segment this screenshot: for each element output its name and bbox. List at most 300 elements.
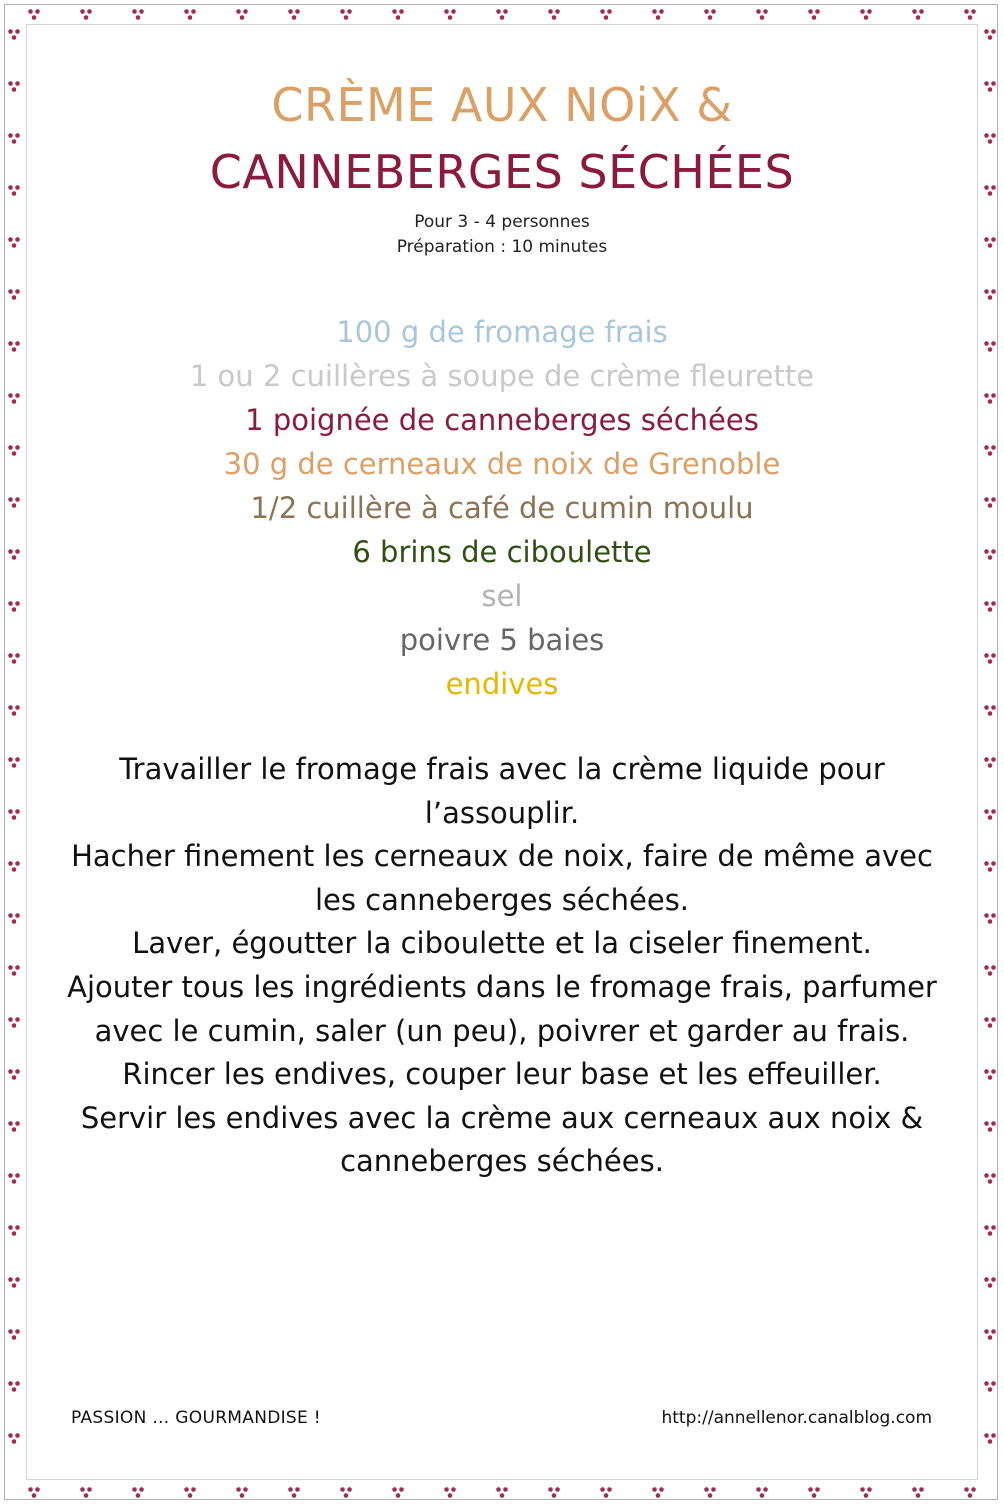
- border-dot: [15, 1225, 20, 1230]
- border-dot: [984, 497, 989, 502]
- border-dot: [295, 1487, 300, 1492]
- border-dot: [15, 289, 20, 294]
- border-dot: [15, 757, 20, 762]
- border-dot: [8, 809, 13, 814]
- border-dot: [12, 347, 17, 352]
- border-dot: [191, 9, 196, 14]
- border-dot: [132, 9, 137, 14]
- border-dot: [15, 965, 20, 970]
- instruction-step: Hacher finement les cerneaux de noix, faire de même avec les canneberges séchées.: [71, 839, 933, 917]
- border-dot: [991, 133, 996, 138]
- border-dot: [984, 705, 989, 710]
- border-dot: [8, 861, 13, 866]
- border-dot: [8, 341, 13, 346]
- border-dot: [35, 1487, 40, 1492]
- border-dot: [760, 1493, 765, 1498]
- border-dot: [988, 1075, 993, 1080]
- recipe-meta: [40, 210, 964, 260]
- border-dot: [240, 1493, 245, 1498]
- border-dot: [988, 243, 993, 248]
- border-dot: [15, 601, 20, 606]
- border-dot: [971, 1487, 976, 1492]
- border-dot: [28, 9, 33, 14]
- border-dot: [12, 243, 17, 248]
- border-dot: [988, 35, 993, 40]
- instruction-step: Ajouter tous les ingrédients dans le fromage frais, parfumer avec le cumin, saler (un peu), poivrer et garder au frais.: [67, 969, 937, 1048]
- border-dot: [399, 9, 404, 14]
- border-dot: [991, 393, 996, 398]
- ingredient-item: poivre 5 baies: [399, 623, 605, 657]
- border-dot: [984, 601, 989, 606]
- border-dot: [12, 1179, 17, 1184]
- border-dot: [988, 659, 993, 664]
- border-dot: [448, 15, 453, 20]
- decorative-border-left: [3, 20, 25, 1486]
- border-dot: [12, 1335, 17, 1340]
- border-dot: [451, 9, 456, 14]
- border-dot: [815, 1487, 820, 1492]
- border-dot: [984, 237, 989, 242]
- border-dot: [991, 549, 996, 554]
- border-dot: [12, 815, 17, 820]
- border-dot: [971, 9, 976, 14]
- border-dot: [15, 1381, 20, 1386]
- border-dot: [864, 15, 869, 20]
- border-dot: [12, 295, 17, 300]
- border-dot: [292, 15, 297, 20]
- border-dot: [15, 549, 20, 554]
- border-dot: [808, 1487, 813, 1492]
- border-dot: [15, 497, 20, 502]
- border-dot: [87, 1487, 92, 1492]
- border-dot: [392, 1487, 397, 1492]
- border-dot: [991, 965, 996, 970]
- border-dot: [496, 1487, 501, 1492]
- ingredient-item: endives: [445, 667, 559, 701]
- border-dot: [991, 653, 996, 658]
- ingredient-item: 30 g de cerneaux de noix de Grenoble: [223, 447, 781, 481]
- border-dot: [656, 1493, 661, 1498]
- border-dot: [396, 15, 401, 20]
- border-dot: [12, 1075, 17, 1080]
- border-dot: [500, 15, 505, 20]
- border-dot: [8, 289, 13, 294]
- border-dot: [80, 1487, 85, 1492]
- ingredient-item: 1 ou 2 cuillères à soupe de crème fleurette: [189, 359, 815, 393]
- border-dot: [988, 1283, 993, 1288]
- border-dot: [984, 1069, 989, 1074]
- border-dot: [503, 1487, 508, 1492]
- border-dot: [8, 1433, 13, 1438]
- border-dot: [136, 15, 141, 20]
- border-dot: [991, 1069, 996, 1074]
- border-dot: [984, 809, 989, 814]
- border-dot: [991, 185, 996, 190]
- border-dot: [243, 1487, 248, 1492]
- border-dot: [15, 445, 20, 450]
- border-dot: [711, 1487, 716, 1492]
- border-dot: [991, 861, 996, 866]
- border-dot: [991, 81, 996, 86]
- border-dot: [444, 9, 449, 14]
- border-dot: [984, 133, 989, 138]
- ingredient-item: 6 brins de ciboulette: [352, 535, 652, 569]
- border-dot: [243, 9, 248, 14]
- border-dot: [15, 1121, 20, 1126]
- border-dot: [984, 445, 989, 450]
- border-dot: [991, 341, 996, 346]
- border-dot: [8, 81, 13, 86]
- border-dot: [15, 393, 20, 398]
- border-dot: [15, 133, 20, 138]
- border-dot: [28, 1487, 33, 1492]
- border-dot: [12, 711, 17, 716]
- border-dot: [8, 393, 13, 398]
- border-dot: [288, 1487, 293, 1492]
- border-dot: [991, 1225, 996, 1230]
- border-dot: [968, 1493, 973, 1498]
- border-dot: [988, 607, 993, 612]
- ingredient-item: 1/2 cuillère à café de cumin moulu: [250, 491, 754, 525]
- border-dot: [988, 87, 993, 92]
- border-dot: [12, 139, 17, 144]
- border-dot: [916, 1493, 921, 1498]
- border-dot: [548, 1487, 553, 1492]
- border-dot: [555, 1487, 560, 1492]
- border-dot: [8, 133, 13, 138]
- border-dot: [808, 9, 813, 14]
- border-dot: [503, 9, 508, 14]
- border-dot: [984, 913, 989, 918]
- border-dot: [344, 15, 349, 20]
- border-dot: [988, 1179, 993, 1184]
- border-dot: [984, 1277, 989, 1282]
- border-dot: [991, 445, 996, 450]
- border-dot: [8, 653, 13, 658]
- decorative-border-right: [979, 20, 1001, 1486]
- border-dot: [340, 9, 345, 14]
- border-dot: [8, 757, 13, 762]
- border-dot: [991, 289, 996, 294]
- border-dot: [991, 601, 996, 606]
- border-dot: [984, 1329, 989, 1334]
- border-dot: [399, 1487, 404, 1492]
- border-dot: [991, 1017, 996, 1022]
- border-dot: [867, 1487, 872, 1492]
- border-dot: [188, 1493, 193, 1498]
- instruction-step: Travailler le fromage frais avec la crème liquide pour l’assouplir.: [119, 752, 885, 830]
- border-dot: [756, 1487, 761, 1492]
- border-dot: [988, 1335, 993, 1340]
- border-dot: [988, 1231, 993, 1236]
- border-dot: [984, 81, 989, 86]
- border-dot: [659, 1487, 664, 1492]
- border-dot: [984, 289, 989, 294]
- border-dot: [756, 9, 761, 14]
- border-dot: [12, 451, 17, 456]
- border-dot: [236, 1487, 241, 1492]
- border-dot: [984, 757, 989, 762]
- border-dot: [991, 237, 996, 242]
- border-dot: [236, 9, 241, 14]
- border-dot: [136, 1493, 141, 1498]
- border-dot: [32, 1493, 37, 1498]
- servings: Pour 3 - 4 personnes: [414, 212, 590, 232]
- preparation-time: Préparation : 10 minutes: [396, 237, 608, 257]
- border-dot: [84, 1493, 89, 1498]
- instructions: [50, 748, 954, 1184]
- border-dot: [84, 15, 89, 20]
- footer-tagline: PASSION … GOURMANDISE !: [71, 1408, 321, 1428]
- border-dot: [12, 607, 17, 612]
- border-dot: [8, 1173, 13, 1178]
- border-dot: [139, 1487, 144, 1492]
- border-dot: [652, 1487, 657, 1492]
- border-dot: [139, 9, 144, 14]
- border-dot: [500, 1493, 505, 1498]
- border-dot: [984, 1173, 989, 1178]
- ingredient-item: 1 poignée de canneberges séchées: [245, 403, 759, 437]
- border-dot: [984, 1121, 989, 1126]
- border-dot: [867, 9, 872, 14]
- border-dot: [15, 185, 20, 190]
- border-dot: [988, 555, 993, 560]
- border-dot: [12, 1439, 17, 1444]
- border-dot: [12, 1231, 17, 1236]
- border-dot: [968, 15, 973, 20]
- border-dot: [991, 1381, 996, 1386]
- border-dot: [812, 1493, 817, 1498]
- border-dot: [656, 15, 661, 20]
- border-dot: [984, 393, 989, 398]
- border-dot: [12, 1023, 17, 1028]
- border-dot: [87, 9, 92, 14]
- border-dot: [812, 15, 817, 20]
- border-dot: [991, 29, 996, 34]
- border-dot: [988, 1439, 993, 1444]
- border-dot: [15, 913, 20, 918]
- border-dot: [15, 861, 20, 866]
- border-dot: [704, 1487, 709, 1492]
- border-dot: [8, 1017, 13, 1022]
- border-dot: [15, 1069, 20, 1074]
- border-dot: [991, 1277, 996, 1282]
- border-dot: [12, 919, 17, 924]
- border-dot: [763, 1487, 768, 1492]
- border-dot: [600, 9, 605, 14]
- border-dot: [15, 81, 20, 86]
- instruction-step: Rincer les endives, couper leur base et les effeuiller.: [122, 1057, 882, 1092]
- border-dot: [708, 15, 713, 20]
- border-dot: [15, 653, 20, 658]
- border-dot: [988, 763, 993, 768]
- border-dot: [984, 29, 989, 34]
- border-dot: [288, 9, 293, 14]
- border-dot: [555, 9, 560, 14]
- border-dot: [15, 1017, 20, 1022]
- border-dot: [988, 139, 993, 144]
- border-dot: [916, 15, 921, 20]
- border-dot: [12, 399, 17, 404]
- border-dot: [12, 971, 17, 976]
- border-dot: [15, 705, 20, 710]
- border-dot: [988, 399, 993, 404]
- border-dot: [988, 711, 993, 716]
- border-dot: [600, 1487, 605, 1492]
- border-dot: [991, 497, 996, 502]
- recipe-title-line-1: CRÈME AUX NOiX &: [271, 78, 733, 132]
- border-dot: [396, 1493, 401, 1498]
- border-dot: [448, 1493, 453, 1498]
- border-dot: [984, 185, 989, 190]
- border-dot: [12, 503, 17, 508]
- border-dot: [548, 9, 553, 14]
- border-dot: [295, 9, 300, 14]
- border-dot: [991, 1329, 996, 1334]
- border-dot: [991, 705, 996, 710]
- border-dot: [984, 653, 989, 658]
- border-dot: [552, 15, 557, 20]
- border-dot: [15, 237, 20, 242]
- decorative-border-bottom: [20, 1481, 984, 1503]
- border-dot: [132, 1487, 137, 1492]
- border-dot: [8, 1121, 13, 1126]
- border-dot: [191, 1487, 196, 1492]
- border-dot: [860, 1487, 865, 1492]
- border-dot: [8, 913, 13, 918]
- ingredient-item: sel: [481, 579, 523, 613]
- decorative-border-top: [20, 3, 984, 25]
- border-dot: [988, 1127, 993, 1132]
- ingredient-list: [40, 310, 964, 706]
- border-dot: [988, 1387, 993, 1392]
- border-dot: [984, 341, 989, 346]
- border-dot: [988, 971, 993, 976]
- border-dot: [991, 1173, 996, 1178]
- footer-blog-url: http://annellenor.canalblog.com: [661, 1408, 932, 1428]
- border-dot: [964, 1487, 969, 1492]
- border-dot: [340, 1487, 345, 1492]
- border-dot: [988, 1023, 993, 1028]
- border-dot: [8, 601, 13, 606]
- border-dot: [8, 965, 13, 970]
- border-dot: [35, 9, 40, 14]
- border-dot: [188, 15, 193, 20]
- border-dot: [496, 9, 501, 14]
- border-dot: [32, 15, 37, 20]
- border-dot: [652, 9, 657, 14]
- border-dot: [991, 809, 996, 814]
- instruction-step: Laver, égoutter la ciboulette et la ciseler finement.: [132, 926, 872, 961]
- border-dot: [991, 1121, 996, 1126]
- border-dot: [988, 503, 993, 508]
- border-dot: [347, 9, 352, 14]
- border-dot: [984, 1017, 989, 1022]
- border-dot: [864, 1493, 869, 1498]
- border-dot: [991, 1433, 996, 1438]
- border-dot: [604, 1493, 609, 1498]
- border-dot: [607, 9, 612, 14]
- border-dot: [444, 1487, 449, 1492]
- border-dot: [984, 1225, 989, 1230]
- border-dot: [604, 15, 609, 20]
- border-dot: [15, 341, 20, 346]
- border-dot: [8, 1329, 13, 1334]
- border-dot: [292, 1493, 297, 1498]
- border-dot: [15, 1173, 20, 1178]
- border-dot: [12, 1283, 17, 1288]
- border-dot: [12, 1127, 17, 1132]
- border-dot: [12, 659, 17, 664]
- border-dot: [988, 919, 993, 924]
- border-dot: [12, 763, 17, 768]
- border-dot: [912, 9, 917, 14]
- border-dot: [984, 1381, 989, 1386]
- border-dot: [392, 9, 397, 14]
- border-dot: [12, 35, 17, 40]
- border-dot: [984, 965, 989, 970]
- border-dot: [8, 29, 13, 34]
- instruction-step: Servir les endives avec la crème aux cerneaux aux noix & canneberges séchées.: [80, 1100, 924, 1179]
- border-dot: [860, 9, 865, 14]
- border-dot: [347, 1487, 352, 1492]
- border-dot: [964, 9, 969, 14]
- border-dot: [991, 757, 996, 762]
- border-dot: [8, 1069, 13, 1074]
- border-dot: [919, 9, 924, 14]
- border-dot: [15, 1277, 20, 1282]
- border-dot: [8, 549, 13, 554]
- border-dot: [8, 445, 13, 450]
- border-dot: [8, 497, 13, 502]
- ingredient-item: 100 g de fromage frais: [336, 315, 668, 349]
- border-dot: [8, 1225, 13, 1230]
- border-dot: [659, 9, 664, 14]
- recipe-title-line-2: CANNEBERGES SÉCHÉES: [209, 145, 795, 199]
- border-dot: [12, 87, 17, 92]
- border-dot: [988, 347, 993, 352]
- border-dot: [552, 1493, 557, 1498]
- border-dot: [919, 1487, 924, 1492]
- border-dot: [815, 9, 820, 14]
- border-dot: [607, 1487, 612, 1492]
- border-dot: [984, 1433, 989, 1438]
- border-dot: [12, 1387, 17, 1392]
- border-dot: [451, 1487, 456, 1492]
- border-dot: [988, 451, 993, 456]
- border-dot: [988, 867, 993, 872]
- border-dot: [988, 815, 993, 820]
- border-dot: [12, 555, 17, 560]
- border-dot: [8, 185, 13, 190]
- border-dot: [711, 9, 716, 14]
- border-dot: [8, 1277, 13, 1282]
- border-dot: [988, 191, 993, 196]
- border-dot: [12, 867, 17, 872]
- border-dot: [988, 295, 993, 300]
- border-dot: [984, 861, 989, 866]
- border-dot: [184, 1487, 189, 1492]
- border-dot: [15, 1433, 20, 1438]
- border-dot: [240, 15, 245, 20]
- border-dot: [184, 9, 189, 14]
- border-dot: [15, 29, 20, 34]
- border-dot: [704, 9, 709, 14]
- border-dot: [763, 9, 768, 14]
- border-dot: [984, 549, 989, 554]
- border-dot: [912, 1487, 917, 1492]
- border-dot: [8, 705, 13, 710]
